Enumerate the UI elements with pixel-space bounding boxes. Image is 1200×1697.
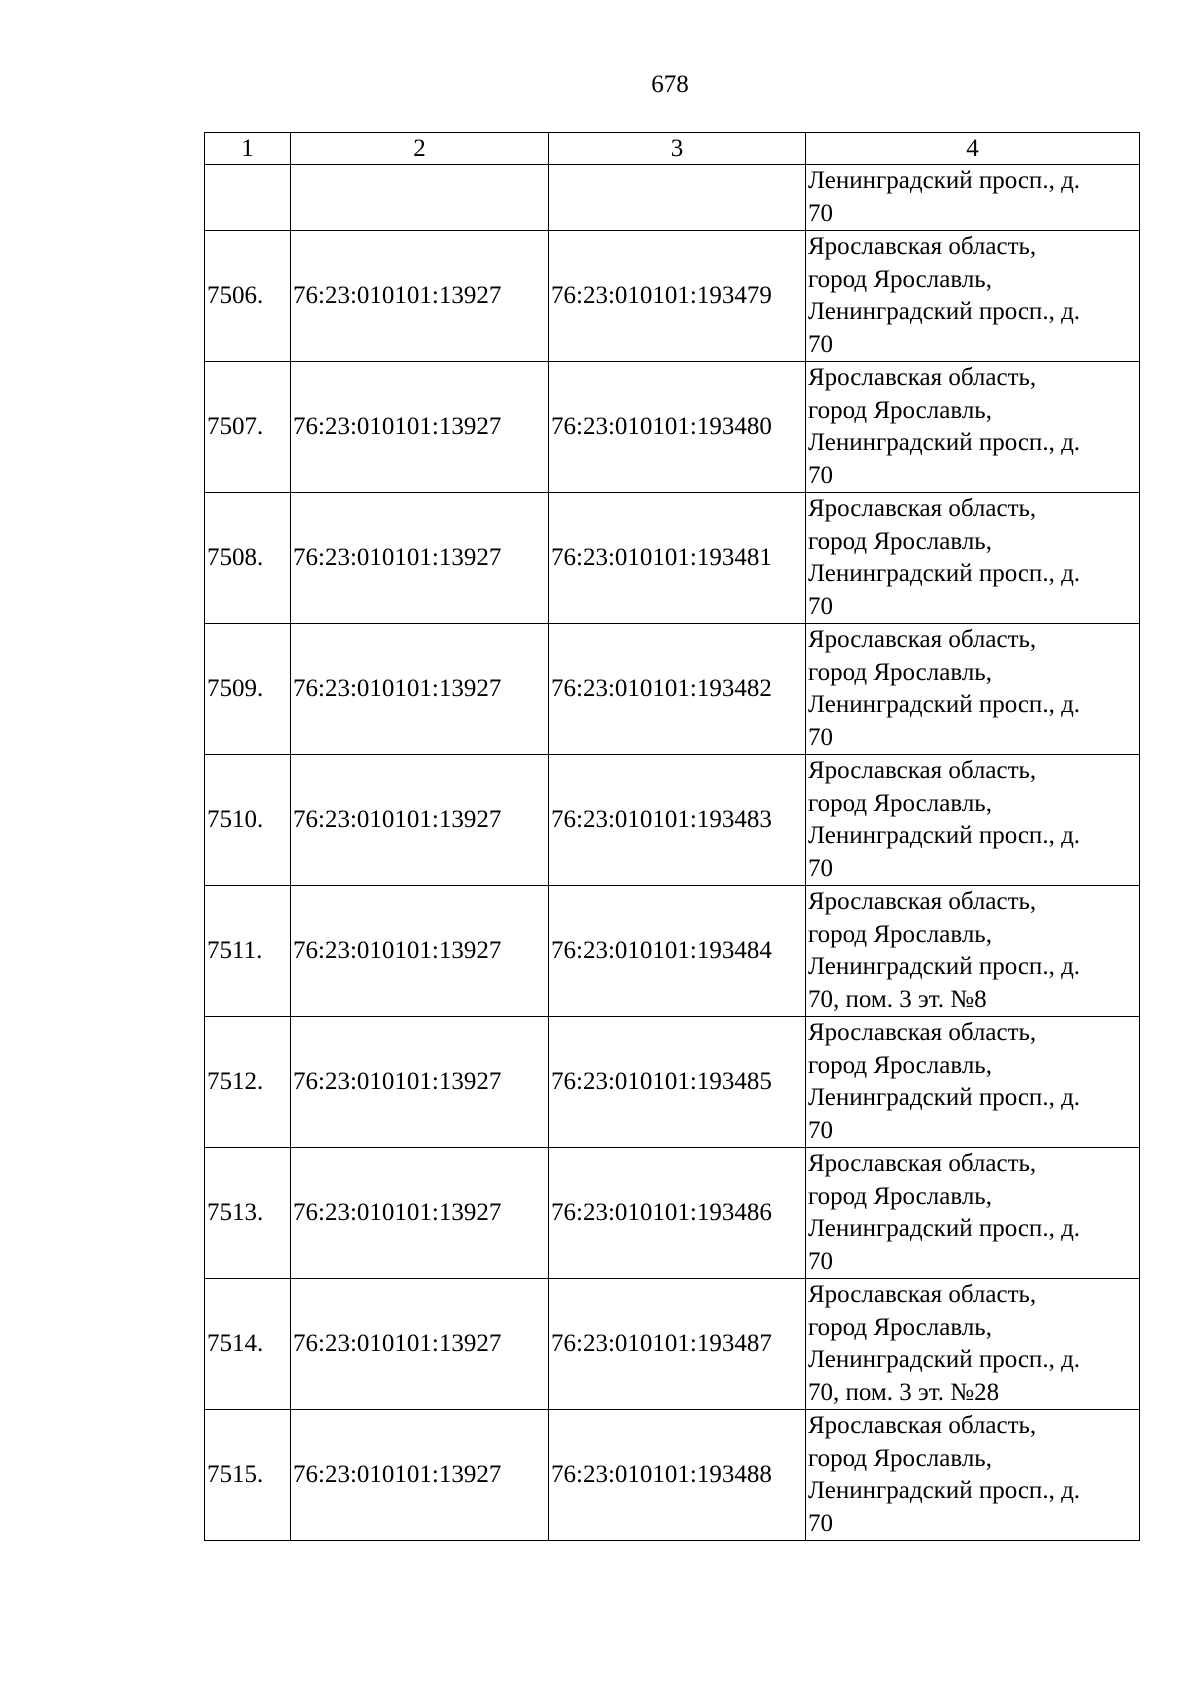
row-number-cell: 7511.	[205, 886, 291, 1017]
address-line: Ярославская область,	[808, 626, 1037, 653]
address-line: город Ярославль,	[808, 920, 992, 948]
parcel-number-cell: 76:23:010101:13927	[291, 1017, 549, 1148]
address-line: город Ярославль,	[808, 527, 992, 555]
row-number-cell: 7510.	[205, 755, 291, 886]
address-cell	[806, 755, 1140, 886]
parcel-number-cell: 76:23:010101:13927	[291, 1279, 549, 1410]
row-number-cell: 7512.	[205, 1017, 291, 1148]
object-number-cell: 76:23:010101:193483	[549, 755, 806, 886]
continuation-num-cell	[205, 165, 291, 231]
address-line: Ленинградский просп., д.	[808, 822, 1081, 849]
parcel-number-cell: 76:23:010101:13927	[291, 1410, 549, 1541]
object-number-cell: 76:23:010101:193484	[549, 886, 806, 1017]
row-number-cell: 7513.	[205, 1148, 291, 1279]
column-header-2: 2	[291, 133, 549, 165]
address-line: Ярославская область,	[808, 1019, 1037, 1046]
row-number-cell: 7506.	[205, 231, 291, 362]
continuation-row	[205, 165, 1140, 231]
address-line: 70	[808, 1116, 833, 1144]
row-number-cell: 7507.	[205, 362, 291, 493]
column-header-4: 4	[806, 133, 1140, 165]
parcel-number-cell: 76:23:010101:13927	[291, 755, 549, 886]
table-row	[205, 1279, 1140, 1410]
address-line: Ярославская область,	[808, 1150, 1037, 1177]
parcel-number-cell: 76:23:010101:13927	[291, 362, 549, 493]
object-number-cell: 76:23:010101:193488	[549, 1410, 806, 1541]
column-header-3: 3	[549, 133, 806, 165]
address-cell	[806, 886, 1140, 1017]
address-line: 70	[808, 1509, 833, 1537]
address-line: город Ярославль,	[808, 789, 992, 817]
object-number-cell: 76:23:010101:193482	[549, 624, 806, 755]
address-line: 70	[808, 723, 833, 751]
registry-table	[204, 132, 1140, 1541]
parcel-number-cell: 76:23:010101:13927	[291, 493, 549, 624]
address-cell	[806, 1148, 1140, 1279]
object-number-cell: 76:23:010101:193480	[549, 362, 806, 493]
table-row	[205, 1017, 1140, 1148]
row-number-cell: 7509.	[205, 624, 291, 755]
row-number-cell: 7508.	[205, 493, 291, 624]
table-row	[205, 886, 1140, 1017]
address-line: Ярославская область,	[808, 888, 1037, 915]
parcel-number-cell: 76:23:010101:13927	[291, 624, 549, 755]
address-cell	[806, 231, 1140, 362]
address-line: Ленинградский просп., д.	[808, 1084, 1081, 1111]
address-line: Ярославская область,	[808, 1281, 1037, 1308]
address-line: Ленинградский просп., д.	[808, 1215, 1081, 1242]
continuation-object-cell	[549, 165, 806, 231]
parcel-number-cell: 76:23:010101:13927	[291, 886, 549, 1017]
table-header-row	[205, 133, 1140, 165]
address-line: Ярославская область,	[808, 495, 1037, 522]
address-line: 70	[808, 854, 833, 882]
address-cell	[806, 1279, 1140, 1410]
table-row	[205, 624, 1140, 755]
registry-table-body	[205, 133, 1140, 1541]
object-number-cell: 76:23:010101:193479	[549, 231, 806, 362]
address-line: Ленинградский просп., д.	[808, 429, 1081, 456]
address-line: Ярославская область,	[808, 1412, 1037, 1439]
address-line: город Ярославль,	[808, 1182, 992, 1210]
object-number-cell: 76:23:010101:193485	[549, 1017, 806, 1148]
address-line: город Ярославль,	[808, 658, 992, 686]
address-line: Ярославская область,	[808, 757, 1037, 784]
table-row	[205, 362, 1140, 493]
address-line: 70	[808, 592, 833, 620]
address-line: 70	[808, 1247, 833, 1275]
object-number-cell: 76:23:010101:193481	[549, 493, 806, 624]
address-line: Ленинградский просп., д.	[808, 691, 1081, 718]
column-header-1: 1	[205, 133, 291, 165]
table-row	[205, 493, 1140, 624]
address-cell	[806, 624, 1140, 755]
address-line: 70, пом. 3 эт. №28	[808, 1378, 1000, 1406]
table-row	[205, 1410, 1140, 1541]
table-row	[205, 755, 1140, 886]
address-line: Ленинградский просп., д.	[808, 167, 1081, 194]
parcel-number-cell: 76:23:010101:13927	[291, 231, 549, 362]
object-number-cell: 76:23:010101:193486	[549, 1148, 806, 1279]
table-row	[205, 231, 1140, 362]
address-line: 70	[808, 461, 833, 489]
address-line: Ленинградский просп., д.	[808, 298, 1081, 325]
address-line: 70	[808, 330, 833, 358]
continuation-address-cell	[806, 165, 1140, 231]
address-line: Ленинградский просп., д.	[808, 1477, 1081, 1504]
address-line: город Ярославль,	[808, 1444, 992, 1472]
address-line: 70	[808, 199, 833, 227]
table-row	[205, 1148, 1140, 1279]
continuation-parcel-cell	[291, 165, 549, 231]
address-line: город Ярославль,	[808, 265, 992, 293]
address-line: город Ярославль,	[808, 1051, 992, 1079]
address-line: Ярославская область,	[808, 364, 1037, 391]
address-line: город Ярославль,	[808, 1313, 992, 1341]
address-cell	[806, 362, 1140, 493]
address-line: Ленинградский просп., д.	[808, 1346, 1081, 1373]
address-line: Ленинградский просп., д.	[808, 560, 1081, 587]
address-line: 70, пом. 3 эт. №8	[808, 985, 987, 1013]
row-number-cell: 7514.	[205, 1279, 291, 1410]
row-number-cell: 7515.	[205, 1410, 291, 1541]
address-line: Ленинградский просп., д.	[808, 953, 1081, 980]
address-cell	[806, 1017, 1140, 1148]
page-number: 678	[651, 71, 689, 98]
address-cell	[806, 1410, 1140, 1541]
parcel-number-cell: 76:23:010101:13927	[291, 1148, 549, 1279]
address-cell	[806, 493, 1140, 624]
object-number-cell: 76:23:010101:193487	[549, 1279, 806, 1410]
address-line: город Ярославль,	[808, 396, 992, 424]
address-line: Ярославская область,	[808, 233, 1037, 260]
